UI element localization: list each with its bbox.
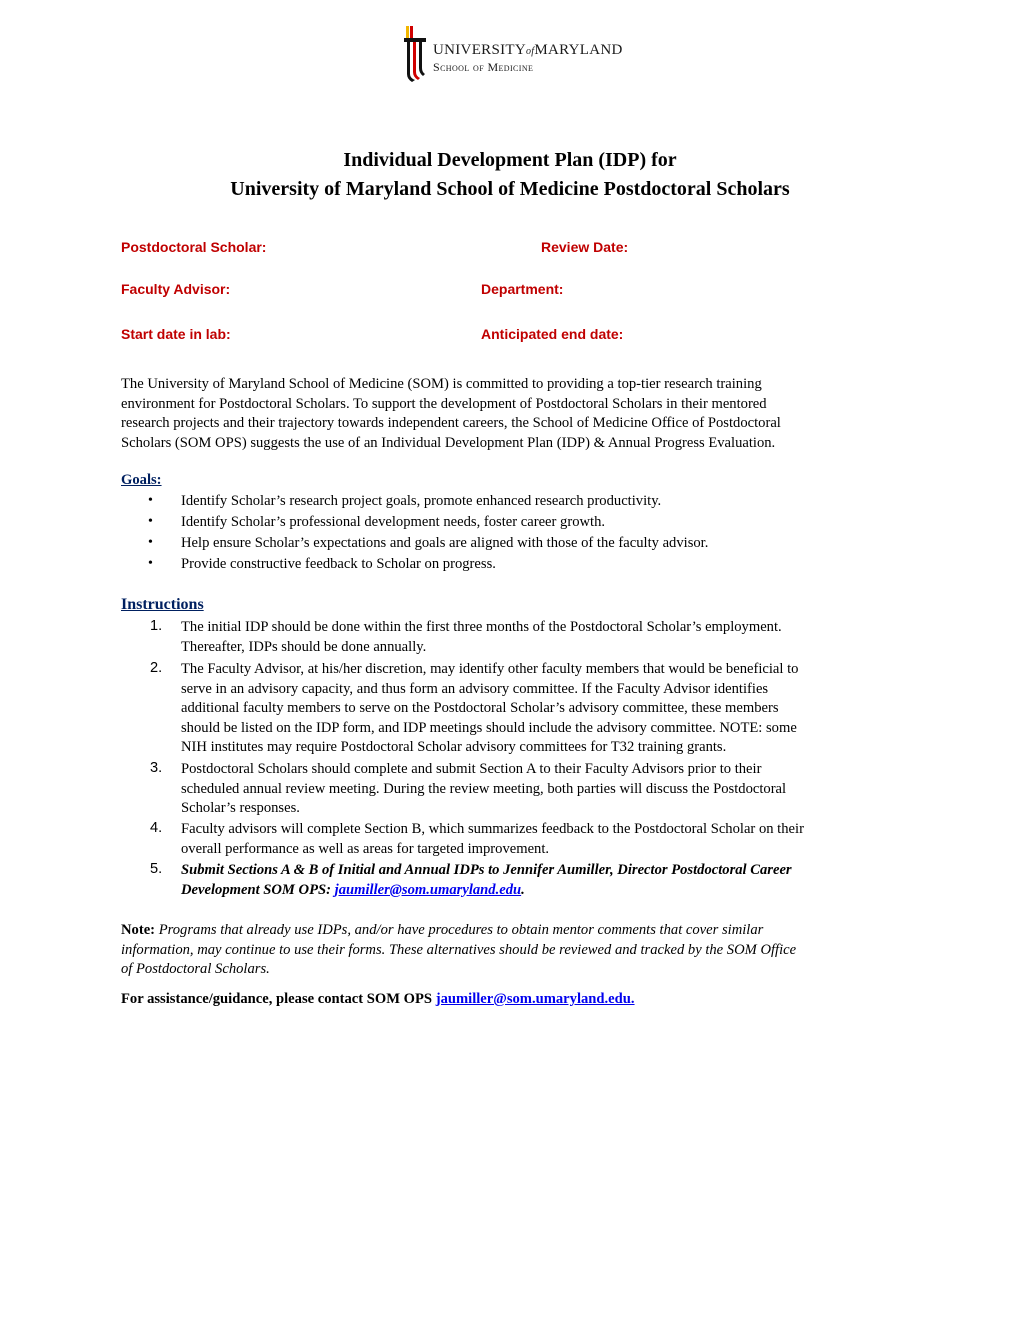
instruction-item-1: The initial IDP should be done within the first three months of the Postdoctoral Scholar’s employment. Thereafter, IDPs should be done annually. bbox=[181, 619, 782, 655]
assistance-line: For assistance/guidance, please contact SOM OPS jaumiller@som.umaryland.edu. bbox=[121, 991, 635, 1007]
list-number: 2. bbox=[150, 660, 163, 676]
instruction-item-4: Faculty advisors will complete Section B, which summarizes feedback to the Postdoctoral Scholar on their overall performance as well as areas for targeted improvement. bbox=[181, 821, 804, 857]
instruction-item-5: Submit Sections A & B of Initial and Annual IDPs to Jennifer Aumiller, Director Postdoctoral Career Development SOM OPS: jaumiller@som.umaryland.edu. bbox=[181, 862, 792, 898]
instruction-item-2: The Faculty Advisor, at his/her discretion, may identify other faculty members that would be beneficial to serve in an advisory capacity, and thus form an advisory committee. If the Faculty Advisor identifies additional faculty members to serve on the Postdoctoral Scholar’s advisory committee, these members should be listed on the IDP form, and IDP meetings should include the advisory committee. NOTE: some NIH institutes may require Postdoctoral Scholar advisory committees for T32 training grants. bbox=[181, 661, 799, 755]
goal-item: Identify Scholar’s professional development needs, foster career growth. bbox=[181, 514, 606, 530]
contact-email-link[interactable]: jaumiller@som.umaryland.edu bbox=[334, 881, 522, 898]
university-logo bbox=[403, 24, 623, 84]
list-number: 3. bbox=[150, 760, 163, 776]
faculty-advisor-label: Faculty Advisor: bbox=[121, 281, 231, 297]
start-date-label: Start date in lab: bbox=[121, 326, 231, 342]
goal-item: Identify Scholar’s research project goals, promote enhanced research productivity. bbox=[181, 493, 662, 509]
postdoc-scholar-label: Postdoctoral Scholar: bbox=[121, 239, 267, 255]
list-number: 5. bbox=[150, 861, 163, 877]
instruction-item-3: Postdoctoral Scholars should complete and submit Section A to their Faculty Advisors prior to their scheduled annual review meeting. During the review meeting, both parties will discuss the Postdoctoral Scholar’s responses. bbox=[181, 761, 787, 816]
list-number: 1. bbox=[150, 618, 163, 634]
bullet-icon: • bbox=[148, 514, 153, 529]
assistance-email-link[interactable]: jaumiller@som.umaryland.edu. bbox=[435, 991, 635, 1007]
university-mace-logo-icon bbox=[403, 24, 429, 82]
list-number: 4. bbox=[150, 820, 163, 836]
note-paragraph: Note: Programs that already use IDPs, and/or have procedures to obtain mentor comments that cover similar information, may continue to use their forms. These alternatives should be reviewed and tracked by the SOM Office of Postdoctoral Scholars. bbox=[121, 922, 797, 977]
goal-item: Help ensure Scholar’s expectations and goals are aligned with those of the faculty advisor. bbox=[181, 535, 709, 551]
bullet-icon: • bbox=[148, 535, 153, 550]
bullet-icon: • bbox=[148, 493, 153, 508]
review-date-label: Review Date: bbox=[541, 239, 629, 255]
document-title-line2: University of Maryland School of Medicine Postdoctoral Scholars bbox=[230, 178, 790, 200]
department-label: Department: bbox=[481, 281, 564, 297]
note-label: Note: bbox=[121, 922, 156, 938]
document-title-line1: Individual Development Plan (IDP) for bbox=[343, 149, 677, 171]
goals-heading: Goals: bbox=[121, 472, 162, 488]
logo-school-text: School of Medicine bbox=[433, 60, 534, 74]
bullet-icon: • bbox=[148, 556, 153, 571]
instructions-heading: Instructions bbox=[121, 596, 204, 613]
intro-paragraph: The University of Maryland School of Medicine (SOM) is committed to providing a top-tier research training environment for Postdoctoral Scholars. To support the development of Postdoctoral Scholars in their mentored research projects and their trajectory towards independent careers, the School of Medicine Office of Postdoctoral Scholars (SOM OPS) suggests the use of an Individual Development Plan (IDP) & Annual Progress Evaluation. bbox=[121, 376, 781, 451]
goal-item: Provide constructive feedback to Scholar on progress. bbox=[181, 556, 496, 572]
logo-university-text: UNIVERSITYofMARYLAND bbox=[433, 42, 623, 58]
end-date-label: Anticipated end date: bbox=[481, 326, 624, 342]
